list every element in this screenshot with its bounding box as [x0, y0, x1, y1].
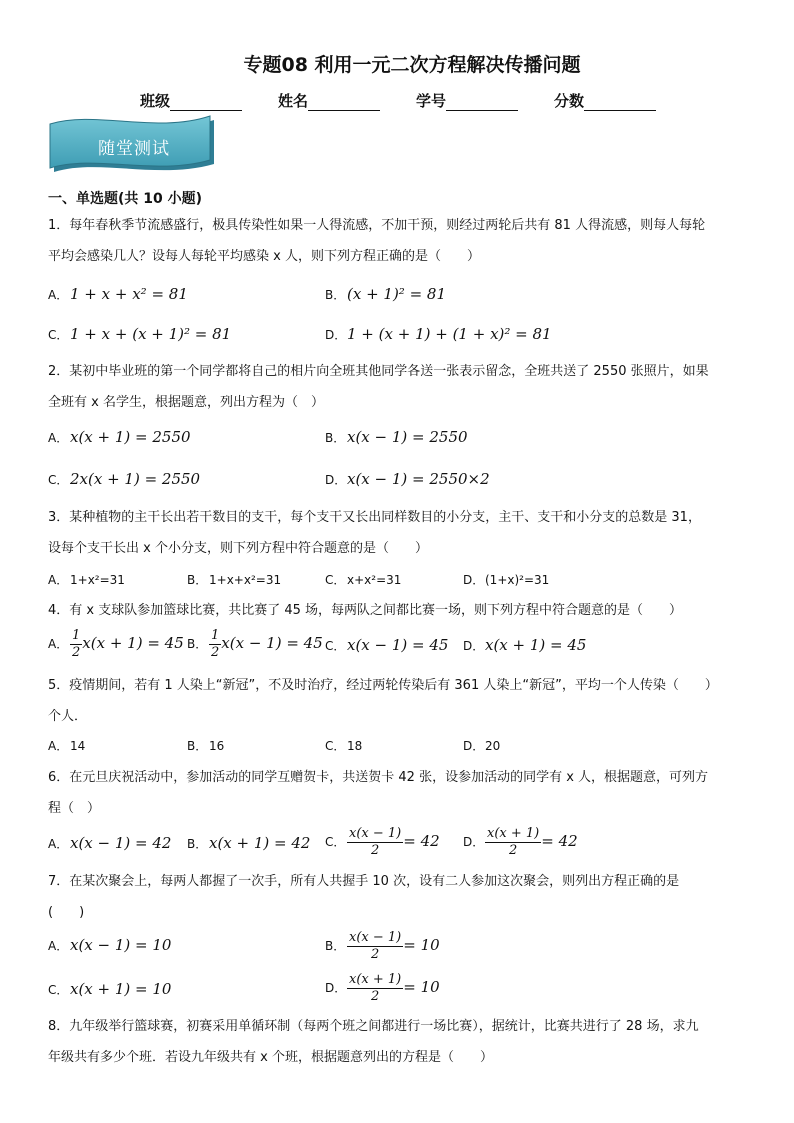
option-a[interactable]: A． x(x + 1) = 2550 [48, 428, 191, 446]
question-text: 个人． [48, 709, 88, 724]
option-a[interactable]: A． 1 + x + x² = 81 [48, 285, 188, 303]
question-5 [48, 670, 756, 732]
option-b[interactable]: B． 16 [187, 739, 225, 753]
banner-label: 随堂测试 [98, 139, 170, 159]
question-7 [48, 866, 756, 928]
name-label: 姓名 [278, 92, 309, 110]
question-text: 3．某种植物的主干长出若干数目的支干，每个支干又长出同样数目的小分支，主干、支干和小分支的总数是 31， [48, 510, 701, 525]
question-text: 全班有 x 名学生，根据题意，列出方程为（ ） [48, 395, 324, 410]
option-c[interactable]: C． x(x + 1) = 10 [48, 980, 172, 998]
class-field [140, 90, 242, 111]
class-label: 班级 [140, 92, 171, 110]
option-d[interactable]: D． $\frac{x(x + 1)}{2}$ = 10 [325, 972, 440, 1004]
option-b[interactable]: B． 1+x+x²=31 [187, 573, 282, 587]
question-text: 8．九年级举行篮球赛，初赛采用单循环制（每两个班之间都进行一场比赛），据统计，比赛共进行了 28 场，求九 [48, 1019, 699, 1034]
score-field [554, 90, 656, 111]
section-heading: 一、单选题(共 10 小题) [48, 191, 203, 207]
option-b[interactable]: B． $\frac{x(x - 1)}{2}$ = 10 [325, 930, 440, 962]
question-text: 设每个支干长出 x 个小分支，则下列方程中符合题意的是（ ） [48, 541, 428, 556]
question-text: 年级共有多少个班．若设九年级共有 x 个班，根据题意列出的方程是（ ） [48, 1050, 493, 1065]
option-c[interactable]: C． 1 + x + (x + 1)² = 81 [48, 325, 232, 343]
question-8 [48, 1011, 756, 1073]
option-d[interactable]: D．(1+x)²=31 [463, 573, 550, 587]
student-id-field [416, 90, 518, 111]
question-text: 7．在某次聚会上，每两人都握了一次手，所有人共握手 10 次，设有二人参加这次聚会，则列出方程正确的是 [48, 874, 680, 889]
option-b[interactable]: B． x(x − 1) = 2550 [325, 428, 468, 446]
question-text: 平均会感染几人？设每人每轮平均感染 x 人，则下列方程正确的是（ ） [48, 249, 480, 264]
option-b[interactable]: B． x(x + 1) = 42 [187, 834, 311, 852]
option-c[interactable]: C． x+x²=31 [325, 573, 402, 587]
option-a[interactable]: A． x(x − 1) = 10 [48, 936, 172, 954]
option-c[interactable]: C． x(x − 1) = 45 [325, 636, 449, 654]
option-a[interactable]: A． 1+x²=31 [48, 573, 125, 587]
question-2 [48, 356, 756, 418]
question-text: 1．每年春秋季节流感盛行，极具传染性如果一人得流感，不加干预，则经过两轮后共有 81 人得流感，则每人每轮 [48, 218, 706, 233]
question-text: 2．某初中毕业班的第一个同学都将自己的相片向全班其他同学各送一张表示留念，全班共送了 2550 张照片，如果 [48, 364, 709, 379]
page-title: 专题08 利用一元二次方程解决传播问题 [243, 54, 581, 76]
option-d[interactable]: D．1 + (x + 1) + (1 + x)² = 81 [325, 325, 552, 343]
option-d[interactable]: D．x(x + 1) = 45 [463, 636, 587, 654]
option-c[interactable]: C． 2x(x + 1) = 2550 [48, 470, 201, 488]
option-a[interactable]: A． 14 [48, 739, 86, 753]
student-id-label: 学号 [416, 92, 447, 110]
question-text: 程（ ） [48, 801, 101, 816]
option-d[interactable]: D． $\frac{x(x + 1)}{2}$ = 42 [463, 826, 578, 858]
option-d[interactable]: D．x(x − 1) = 2550×2 [325, 470, 490, 488]
option-c[interactable]: C． 18 [325, 739, 363, 753]
question-text: ( ) [48, 905, 85, 920]
question-4 [48, 595, 756, 626]
option-b[interactable]: B． $\frac{1}{2}$ x(x − 1) = 45 [187, 628, 323, 660]
option-b[interactable]: B． (x + 1)² = 81 [325, 285, 447, 303]
option-c[interactable]: C． $\frac{x(x - 1)}{2}$ = 42 [325, 826, 440, 858]
question-3 [48, 502, 756, 564]
name-field [278, 90, 380, 111]
option-d[interactable]: D．20 [463, 739, 501, 753]
question-1 [48, 210, 756, 272]
student-info [140, 90, 740, 111]
option-a[interactable]: A． $\frac{1}{2}$ x(x + 1) = 45 [48, 628, 184, 660]
question-text: 5．疫情期间，若有 1 人染上“新冠”，不及时治疗，经过两轮传染后有 361 人染上“新冠”，平均一个人传染（ ） [48, 678, 718, 693]
option-a[interactable]: A． x(x − 1) = 42 [48, 834, 172, 852]
question-text: 4．有 x 支球队参加篮球比赛，共比赛了 45 场，每两队之间都比赛一场，则下列方程中符合题意的是（ ） [48, 603, 683, 618]
question-6 [48, 762, 756, 824]
question-text: 6．在元旦庆祝活动中，参加活动的同学互赠贺卡，共送贺卡 42 张，设参加活动的同学有 x 人，根据题意，可列方 [48, 770, 709, 785]
score-label: 分数 [554, 92, 585, 110]
